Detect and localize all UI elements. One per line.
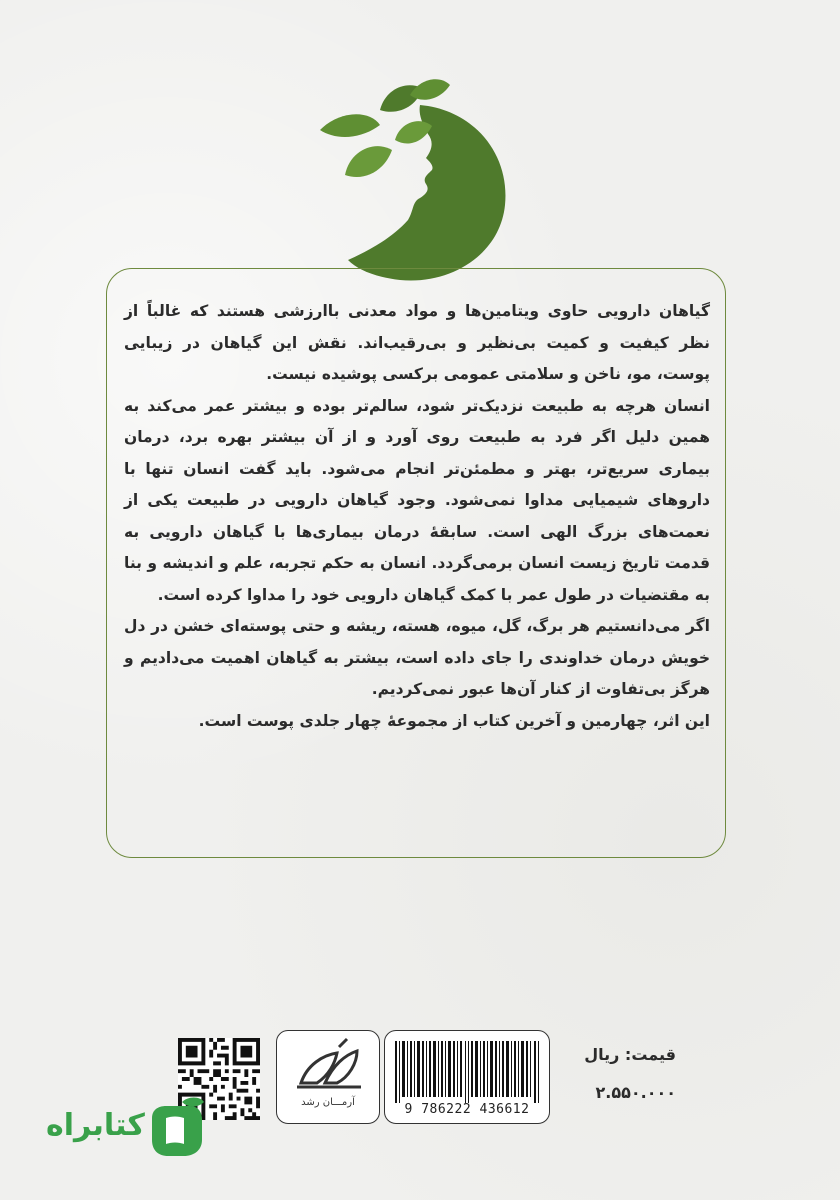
description-text: [124, 296, 710, 737]
isbn-barcode: [384, 1030, 550, 1124]
leaf-head-logo: [300, 70, 520, 290]
leaf-4: [410, 79, 450, 99]
brand-name: کتابراه: [46, 1108, 145, 1143]
isbn-digits: 9 786222 436612: [404, 1102, 530, 1117]
paragraph-4: این اثر، چهارمین و آخرین کتاب از مجموعهٔ چهار جلدی پوست است.: [198, 711, 710, 730]
barcode-bars: [385, 1037, 551, 1107]
paragraph-2: انسان هرچه به طبیعت نزدیک‌تر شود، سالم‌تر بوده و بیشتر عمر می‌کند به همین دلیل اگر فرد به طبیعت روی آورد و از آن بیشتر بهره برد، درمان بیماری سریع‌تر، بهتر و مطمئن‌تر انجام می‌شود. باید گفت انسان تنها با داروهای شیمیایی مداوا نمی‌شود. وجود گیاهان دارویی در طبیعت یکی از نعمت‌های بزرگ الهی است. سابقهٔ درمان بیماری‌ها با گیاهان دارویی به قدمت تاریخ زیست انسان برمی‌گردد. انسان به حکم تجربه، علم و اندیشه و بنا به مقتضیات در طول عمر با کمک گیاهان دارویی خود را مداوا کرده است.: [124, 396, 710, 604]
open-book-icon: [277, 1031, 381, 1097]
price-label: قیمت: ریال: [584, 1045, 676, 1064]
leaf-2: [345, 146, 392, 177]
publisher-logo-box: [276, 1030, 380, 1124]
ketabrah-watermark: [40, 1096, 210, 1160]
paragraph-3: اگر می‌دانستیم هر برگ، گل، میوه، هسته، ریشه و حتی پوسته‌ای خشن در دل خویش درمان خداوندی را جای داده است، بیشتر به گیاهان اهمیت می‌دادیم و هرگز بی‌تفاوت از کنار آن‌ها عبور نمی‌کردیم.: [124, 617, 710, 698]
price-value: ۲.۵۵۰.۰۰۰: [595, 1083, 676, 1102]
leaf-5: [395, 121, 432, 143]
price-block: [556, 1036, 676, 1112]
leaf-1: [320, 114, 380, 137]
book-leaf-icon: [146, 1096, 208, 1160]
publisher-name: آرمـــان رشد: [301, 1097, 355, 1108]
paragraph-1: گیاهان دارویی حاوی ویتامین‌ها و مواد معدنی باارزشی هستند که غالباً از نظر کیفیت و کمیت بی‌نظیر و بی‌رقیب‌اند. نقش این گیاهان در زیبایی پوست، مو، ناخن و سلامتی عمومی برکسی پوشیده نیست.: [124, 302, 710, 383]
